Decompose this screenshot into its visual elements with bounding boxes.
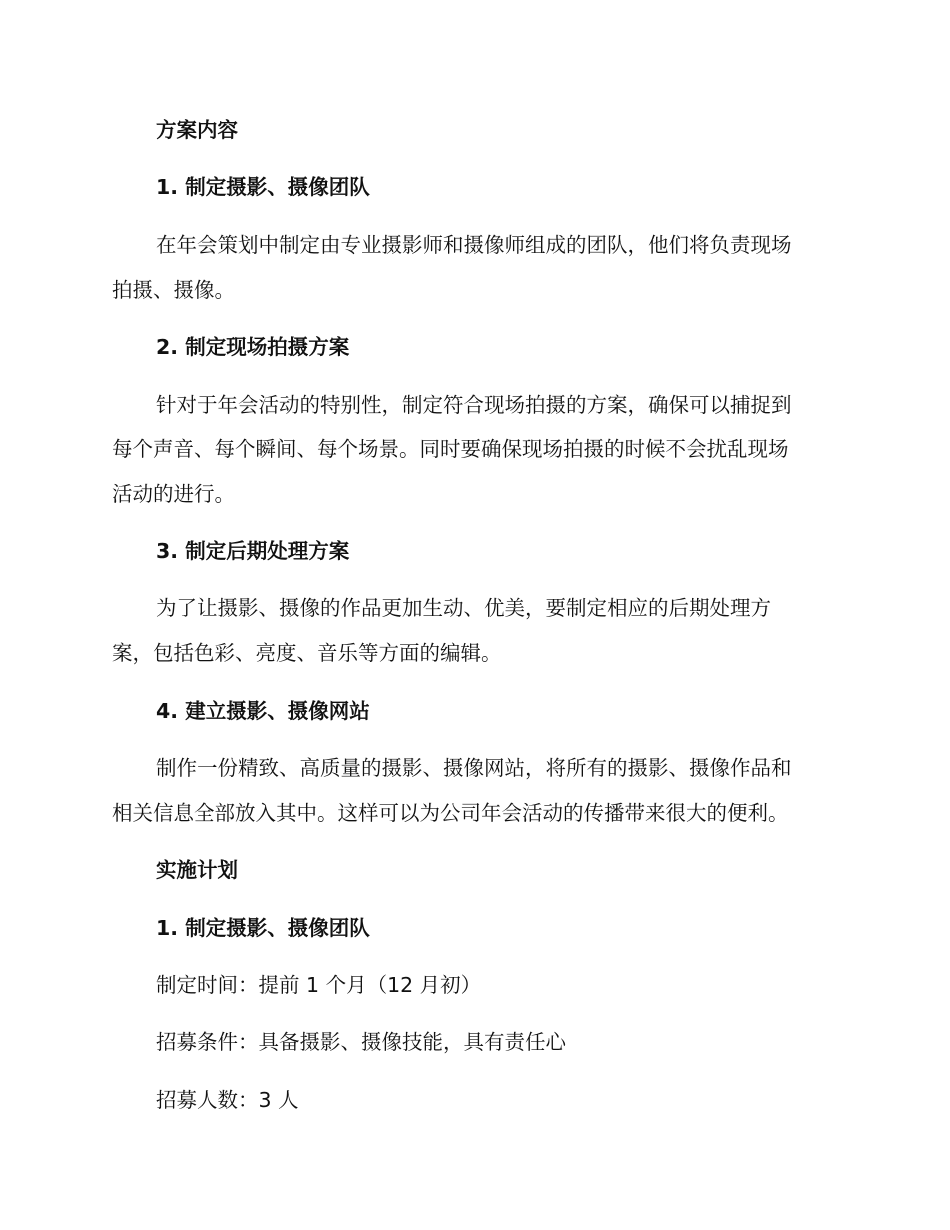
impl-detail-time: 制定时间：提前 1 个月（12 月初）: [156, 973, 482, 997]
section-heading-plan: 方案内容: [156, 118, 238, 142]
plan-item-2-body-line-3: 活动的进行。: [112, 482, 235, 506]
plan-item-1-body-line-1: 在年会策划中制定由专业摄影师和摄像师组成的团队，他们将负责现场: [156, 233, 792, 257]
plan-item-2-title: 2. 制定现场拍摄方案: [156, 335, 350, 359]
plan-item-1-body-line-2: 拍摄、摄像。: [112, 278, 235, 302]
plan-item-4-title: 4. 建立摄影、摄像网站: [156, 699, 370, 723]
plan-item-2-body-line-2: 每个声音、每个瞬间、每个场景。同时要确保现场拍摄的时候不会扰乱现场: [112, 437, 789, 461]
plan-item-3-body-line-2: 案，包括色彩、亮度、音乐等方面的编辑。: [112, 641, 502, 665]
plan-item-3-title: 3. 制定后期处理方案: [156, 539, 350, 563]
impl-item-1-title: 1. 制定摄影、摄像团队: [156, 916, 370, 940]
plan-item-3-body-line-1: 为了让摄影、摄像的作品更加生动、优美，要制定相应的后期处理方: [156, 596, 771, 620]
plan-item-1-title: 1. 制定摄影、摄像团队: [156, 175, 370, 199]
impl-detail-conditions: 招募条件：具备摄影、摄像技能，具有责任心: [156, 1030, 566, 1054]
section-heading-impl: 实施计划: [156, 858, 238, 882]
plan-item-2-body-line-1: 针对于年会活动的特别性，制定符合现场拍摄的方案，确保可以捕捉到: [156, 393, 792, 417]
plan-item-4-body-line-2: 相关信息全部放入其中。这样可以为公司年会活动的传播带来很大的便利。: [112, 801, 789, 825]
plan-item-4-body-line-1: 制作一份精致、高质量的摄影、摄像网站，将所有的摄影、摄像作品和: [156, 756, 792, 780]
impl-detail-headcount: 招募人数：3 人: [156, 1088, 299, 1112]
